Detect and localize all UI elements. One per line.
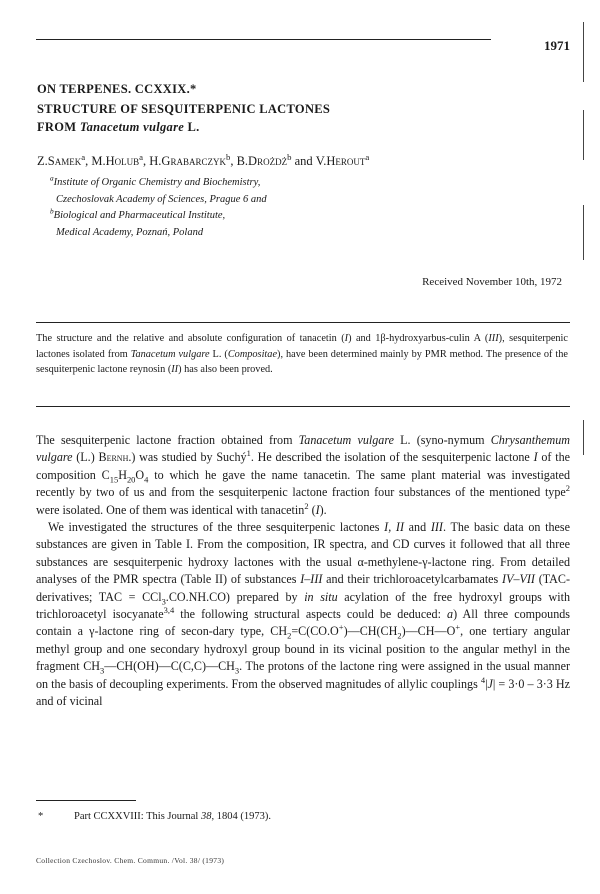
abstract-bottom-rule [36, 406, 570, 407]
article-title-line3: FROM Tanacetum vulgare L. [37, 120, 200, 134]
article-title-line1: ON TERPENES. CCXXIX.* [37, 82, 197, 96]
footnote: * Part CCXXVIII: This Journal 38, 1804 (1973). [38, 811, 271, 822]
page-number: 1971 [544, 38, 570, 53]
affiliation-a-line2: Czechoslovak Academy of Sciences, Prague 6 and [56, 193, 267, 205]
paragraph-2: We investigated the structures of the three sesquiterpenic lactones I, II and III. The basic data on these substances are given in Table I. From the composition, IR spectra, and CD curves it followed that all three substances are sesquiterpenic hydroxy lactones with the usual α-methylene-γ-lactone ring. From detailed analyses of the PMR spectra (Table II) of substances I–III and their trichloroacetylcarbamates IV–VII (TAC-derivatives; TAC = CCl$_3$.CO.NH.CO) prepared by in situ acylation of the free hydroxyl groups with trichloroacetyl isocyanate$^{3,4}$ the following structural aspects could be deduced: a) All three compounds contain a γ-lactone ring of secon-dary type, $CH_2=C(CO.O^+)—CH(CH_2)—CH—O^+$, one tertiary angular methyl group and one secondary hydroxyl group bound in its vicinal position to the angular methyl in the fragment $CH_3—CH(OH)—C(C,C)—CH_3$. The protons of the lactone ring were assigned in the usual manner on the basis of decoupling experiments. From the observed magnitudes of allylic couplings $^4$|J| = 3·0 – 3·3 Hz and of vicinal [36, 520, 571, 709]
article-title-line2: STRUCTURE OF SESQUITERPENIC LACTONES [37, 102, 331, 116]
author: V.Herout [315, 154, 366, 168]
affiliations: $^a$Institute of Organic Chemistry and Biochemistry, Czechoslovak Academy of Sciences, Prague 6 and $^b$Biological and Pharmaceutical Institute, Medical Academy, Poznań, Poland [50, 175, 550, 241]
margin-mark [583, 22, 584, 82]
footnote-marker: * [38, 811, 44, 822]
abstract: The structure and the relative and absolute configuration of tanacetin (I) and 1β-hydroxyarbus-culin A (III), sesquiterpenic lactones isolated from Tanacetum vulgare L. (Compositae), have been determined mainly by PMR method. The presence of the sesquiterpenic lactone reynosin (II) has also been proved. [36, 333, 568, 375]
species-name: Tanacetum vulgare [79, 120, 185, 134]
margin-mark [583, 420, 584, 455]
margin-mark [583, 110, 584, 160]
author: M.Holub [91, 154, 140, 168]
received-date: Received November 10th, 1972 [422, 276, 562, 288]
footnote-rule [36, 800, 136, 801]
paragraph-1: The sesquiterpenic lactone fraction obtained from Tanacetum vulgare L. (syno-nymum Chrysanthemum vulgare (L.) Bernh.) was studied by Suchý$^1$. He described the isolation of the sesquiterpenic lactone I of the composition $C_{15}H_{20}O_4$ to which he gave the name tanacetin. The same plant material was investigated recently by two of us and from the sesquiterpenic lactone fraction four substances of the mentioned type$^2$ were isolated. One of them was identical with tanacetin$^2$ (I). [36, 433, 570, 517]
margin-mark [583, 205, 584, 260]
author: Z.Samek [37, 154, 82, 168]
affiliation-a-line1: Institute of Organic Chemistry and Biochemistry, [53, 177, 261, 188]
author: H.Grabarczyk [149, 154, 226, 168]
author-list: Z.Samek$^a$, M.Holub$^a$, H.Grabarczyk$^b$, B.Drożdż$^b$ and V.Herout$^a$ [37, 151, 370, 168]
header-rule [36, 39, 491, 40]
affiliation-b-line2: Medical Academy, Poznań, Poland [56, 226, 204, 238]
author: B.Drożdż [236, 154, 288, 168]
abstract-top-rule [36, 322, 570, 323]
affiliation-b-line1: Biological and Pharmaceutical Institute, [53, 210, 226, 221]
journal-citation: Collection Czechoslov. Chem. Commun. /Vol. 38/ (1973) [36, 856, 225, 865]
article-body [36, 432, 570, 711]
